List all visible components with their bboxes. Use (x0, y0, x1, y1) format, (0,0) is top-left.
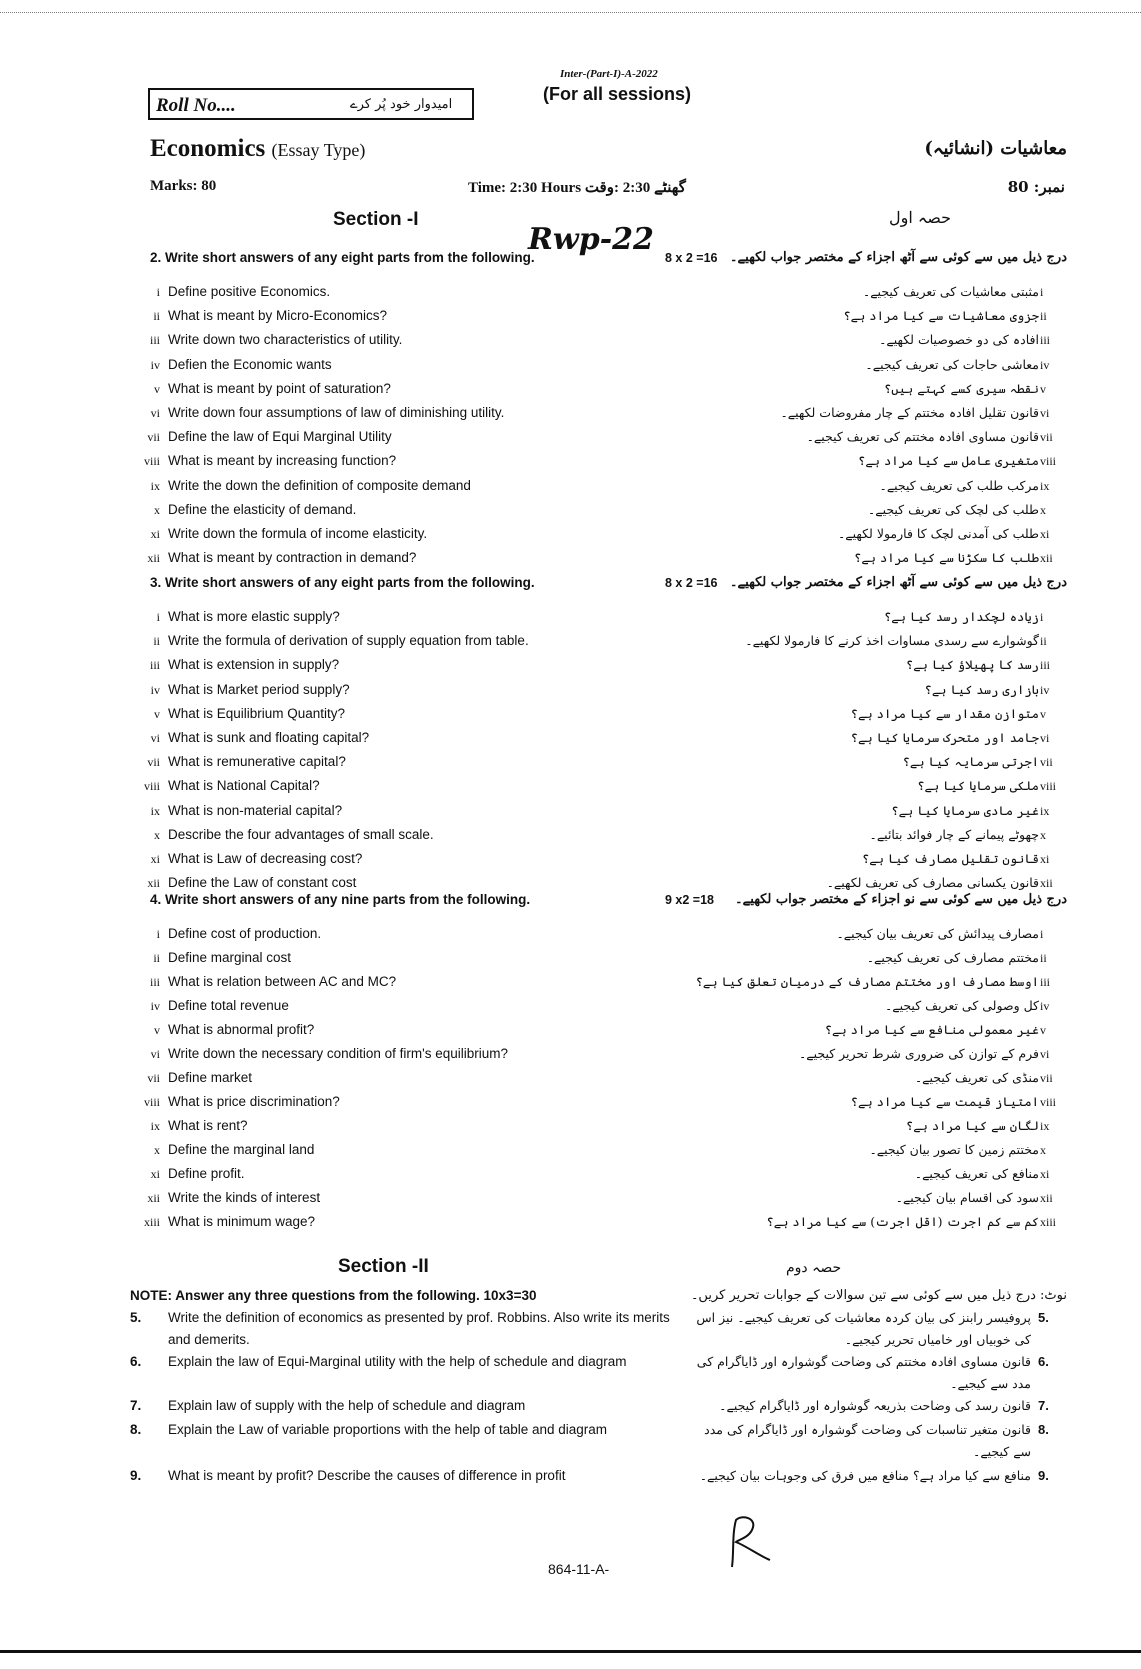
question-part: What is non-material capital? (168, 802, 343, 818)
part-number: xii (147, 876, 160, 891)
question-part: What is sunk and floating capital? (168, 730, 370, 745)
question-part-urdu: ملکی سرمایا کیا ہے؟ (917, 778, 1039, 794)
question-part-urdu: قانون تقلیل مصارف کیا ہے؟ (861, 851, 1039, 866)
question-part-urdu: غیر معمولی منافع سے کیا مراد ہے؟ (824, 1022, 1039, 1037)
part-number-urdu-side: iv (1040, 682, 1050, 697)
question-prompt: Write short answers of any eight parts from the following. (165, 575, 535, 590)
question-part: What is minimum wage? (168, 1214, 316, 1229)
part-number-urdu-side: iv (1040, 999, 1050, 1013)
part-number: xi (150, 852, 160, 866)
part-number-urdu-side: viii (1040, 1095, 1057, 1109)
question-part-urdu: امتیاز قیمت سے کیا مراد ہے؟ (850, 1094, 1039, 1109)
signature-mark (720, 1512, 780, 1572)
section-1-title-urdu: حصہ اول (888, 208, 951, 227)
question-part-urdu: طلب کی لچک کی تعریف کیجیے۔ (867, 501, 1039, 517)
part-number-urdu-side: ii (1040, 309, 1047, 324)
question-part: What is Equilibrium Quantity? (168, 705, 346, 721)
long-question-number: 7. (130, 1398, 142, 1413)
part-number: vii (147, 755, 160, 770)
question-part-urdu: بازاری رسد کیا ہے؟ (924, 681, 1039, 697)
question-part: What is National Capital? (168, 778, 320, 794)
part-number-urdu-side: vii (1040, 1071, 1053, 1085)
part-number: viii (143, 1095, 160, 1109)
part-number: ii (153, 634, 160, 649)
part-number-urdu-side: iii (1040, 658, 1051, 673)
part-number-urdu-side: viii (1040, 779, 1057, 794)
part-number: viii (143, 454, 160, 469)
question-part-urdu: متغیری عامل سے کیا مراد ہے؟ (858, 453, 1039, 469)
question-part-urdu: جامد اور متحرک سرمایا کیا ہے؟ (850, 730, 1039, 745)
part-number: xii (147, 1191, 160, 1205)
long-question-text: Explain law of supply with the help of schedule and diagram (168, 1398, 526, 1413)
question-part: Define the elasticity of demand. (168, 501, 357, 517)
question-prompt: Write short answers of any nine parts from the following. (165, 892, 531, 907)
subject-title-urdu: معاشیات (انشائیہ) (924, 138, 1067, 159)
question-part: Define profit. (168, 1166, 245, 1181)
long-question-number-urdu-side: 6. (1038, 1354, 1049, 1369)
question-part-urdu: منافع کی تعریف کیجیے۔ (914, 1166, 1039, 1181)
question-part: Write down the formula of income elasticity. (168, 526, 428, 541)
part-number-urdu-side: i (1040, 927, 1044, 941)
question-part: Defien the Economic wants (168, 356, 332, 372)
question-part-urdu: طلب کی آمدنی لچک کا فارمولا لکھیے۔ (837, 526, 1039, 541)
question-part: Define the marginal land (168, 1142, 315, 1157)
question-part: Write down four assumptions of law of diminishing utility. (168, 405, 505, 420)
long-question-text-urdu: قانون متغیر تناسبات کی وضاحت گوشوارہ اور ڈایاگرام کی مدد سے کیجیے۔ (704, 1422, 1031, 1459)
question-part-urdu: کل وصولی کی تعریف کیجیے۔ (884, 998, 1039, 1013)
question-part: Write the formula of derivation of supply equation from table. (168, 633, 529, 649)
part-number: iii (149, 333, 160, 348)
part-number: v (154, 1023, 160, 1037)
section-2-title-urdu: حصہ دوم (786, 1260, 842, 1276)
question-marks: 8 x 2 =16 (665, 251, 718, 265)
long-question-text: Explain the law of Equi-Marginal utility with the help of schedule and diagram (168, 1354, 627, 1369)
question-part: What is more elastic supply? (168, 609, 340, 624)
part-number: iii (149, 658, 160, 673)
part-number: iii (149, 975, 160, 989)
question-part: What is extension in supply? (168, 657, 340, 673)
question-part-urdu: متوازن مقدار سے کیا مراد ہے؟ (850, 705, 1039, 721)
part-number-urdu-side: iv (1040, 357, 1050, 372)
part-number-urdu-side: i (1040, 285, 1044, 299)
question-part-urdu: چھوٹے پیمانے کے چار فوائد بتائیے۔ (869, 826, 1039, 842)
question-part: Define positive Economics. (168, 284, 331, 299)
question-part-urdu: اجرتی سرمایہ کیا ہے؟ (902, 754, 1039, 770)
question-part-urdu: غیر مادی سرمایا کیا ہے؟ (891, 802, 1039, 818)
long-question-number: 6. (130, 1354, 142, 1369)
question-part: Define marginal cost (168, 950, 292, 965)
part-number-urdu-side: ii (1040, 951, 1047, 965)
question-part: What is price discrimination? (168, 1094, 340, 1109)
long-question-number-urdu-side: 8. (1038, 1422, 1049, 1437)
part-number-urdu-side: ix (1040, 1119, 1050, 1133)
roll-number-label: Roll No.... (156, 95, 236, 116)
question-part-urdu: زیادہ لچکدار رسد کیا ہے؟ (883, 609, 1039, 624)
part-number-urdu-side: xii (1040, 876, 1053, 891)
question-part-urdu: مختتم زمین کا تصور بیان کیجیے۔ (869, 1142, 1039, 1157)
question-part-urdu: قانون یکسانی مصارف کی تعریف لکھیے۔ (826, 875, 1039, 891)
question-part-urdu: فرم کے توازن کی ضروری شرط تحریر کیجیے۔ (798, 1046, 1039, 1061)
question-heading-urdu: درج ذیل میں سے کوئی سے نو اجزاء کے مختصر جواب لکھیے۔ (735, 892, 1067, 907)
part-number-urdu-side: ii (1040, 634, 1047, 649)
question-number: 2. (150, 250, 162, 265)
section-2-title: Section -II (338, 1256, 429, 1277)
question-part: Define the law of Equi Marginal Utility (168, 429, 392, 445)
question-part: What is meant by point of saturation? (168, 380, 391, 396)
part-number: ix (150, 803, 160, 818)
part-number-urdu-side: v (1040, 1023, 1046, 1037)
long-question-text-urdu: منافع سے کیا مراد ہے؟ منافع میں فرق کی وجوہات بیان کیجیے۔ (699, 1468, 1031, 1483)
long-question-text-urdu: پروفیسر رابنز کی بیان کردہ معاشیات کی تعریف کیجیے۔ نیز اس کی خوبیاں اور خامیاں تحریر کیجیے۔ (696, 1310, 1031, 1347)
part-number: x (154, 1143, 160, 1157)
long-question-number-urdu-side: 5. (1038, 1310, 1049, 1325)
question-part: Write down two characteristics of utility. (168, 332, 403, 348)
question-heading (150, 250, 535, 265)
question-part-urdu: قانون تقلیل افادہ مختتم کے چار مفروضات لکھیے۔ (780, 405, 1039, 420)
part-number-urdu-side: vi (1040, 1047, 1050, 1061)
part-number: i (156, 927, 160, 941)
section-1-title: Section -I (333, 209, 419, 230)
question-part: Define market (168, 1070, 253, 1085)
handwritten-mark: Rwp-22 (528, 222, 654, 257)
question-part-urdu: مصارف پیدائش کی تعریف بیان کیجیے۔ (836, 926, 1039, 941)
question-part-urdu: اوسط مصارف اور مختتم مصارف کے درمیان تعلق کیا ہے؟ (695, 974, 1039, 989)
paper-serial: 864-11-A- (548, 1561, 610, 1577)
question-part: What is relation between AC and MC? (168, 974, 397, 989)
part-number-urdu-side: xiii (1040, 1215, 1057, 1229)
question-heading (150, 892, 530, 907)
long-question-number: 5. (130, 1310, 142, 1325)
question-part-urdu: معاشی حاجات کی تعریف کیجیے۔ (865, 356, 1039, 372)
question-part: Write down the necessary condition of firm's equilibrium? (168, 1046, 508, 1061)
part-number-urdu-side: x (1040, 827, 1046, 842)
question-part: Write the kinds of interest (168, 1190, 321, 1205)
part-number-urdu-side: ix (1040, 478, 1050, 493)
question-part-urdu: قانون مساوی افادہ مختتم کی تعریف کیجیے۔ (806, 429, 1039, 445)
question-part: What is remunerative capital? (168, 754, 346, 770)
part-number-urdu-side: xii (1040, 551, 1053, 566)
part-number: v (154, 381, 160, 396)
part-number: xi (150, 527, 160, 541)
question-part: Describe the four advantages of small scale. (168, 826, 434, 842)
question-heading (150, 575, 535, 590)
long-question-text: What is meant by profit? Describe the causes of difference in profit (168, 1468, 566, 1483)
question-part: What is meant by Micro-Economics? (168, 308, 388, 324)
part-number: vi (150, 731, 160, 745)
part-number: vi (150, 1047, 160, 1061)
question-part: What is rent? (168, 1118, 248, 1133)
part-number: x (154, 502, 160, 517)
long-question-text: Explain the Law of variable proportions with the help of table and diagram (168, 1422, 608, 1437)
part-number: ix (150, 478, 160, 493)
question-heading-urdu: درج ذیل میں سے کوئی سے آٹھ اجزاء کے مختصر جواب لکھیے۔ (729, 575, 1067, 590)
subject-type: (Essay Type) (271, 140, 366, 160)
part-number-urdu-side: ix (1040, 803, 1050, 818)
part-number-urdu-side: xi (1040, 1167, 1050, 1181)
part-number: i (156, 285, 160, 299)
question-marks: 9 x2 =18 (665, 893, 715, 907)
question-part-urdu: طلب کا سکڑنا سے کیا مراد ہے؟ (854, 550, 1039, 566)
sessions-label: (For all sessions) (543, 84, 692, 104)
roll-number-urdu: امیدوار خود پُر کرے (350, 97, 453, 112)
part-number: viii (143, 779, 160, 794)
question-part: Write the down the definition of composite demand (168, 477, 471, 493)
part-number-urdu-side: vii (1040, 755, 1053, 770)
question-part-urdu: سود کی اقسام بیان کیجیے۔ (895, 1190, 1039, 1205)
part-number-urdu-side: i (1040, 610, 1044, 624)
question-part-urdu: گوشوارے سے رسدی مساوات اخذ کرنے کا فارمولا لکھیے۔ (745, 633, 1039, 649)
long-question-number: 9. (130, 1468, 142, 1483)
part-number: xii (147, 551, 160, 566)
part-number-urdu-side: vi (1040, 406, 1050, 420)
part-number-urdu-side: viii (1040, 454, 1057, 469)
question-part: Define total revenue (168, 998, 289, 1013)
question-part-urdu: نقطہ سیری کسے کہتے ہیں؟ (883, 380, 1039, 396)
long-question-number-urdu-side: 9. (1038, 1468, 1049, 1483)
part-number: ix (150, 1119, 160, 1133)
question-part: What is Market period supply? (168, 681, 350, 697)
part-number: iv (150, 357, 160, 372)
part-number: iv (150, 682, 160, 697)
part-number: ii (153, 309, 160, 324)
part-number-urdu-side: x (1040, 502, 1046, 517)
question-part-urdu: جزوی معاشیات سے کیا مراد ہے؟ (843, 308, 1039, 324)
question-heading-urdu: درج ذیل میں سے کوئی سے آٹھ اجزاء کے مختصر جواب لکھیے۔ (729, 250, 1067, 265)
question-part-urdu: افادہ کی دو خصوصیات لکھیے۔ (879, 332, 1039, 348)
question-part-urdu: رسد کا پھیلاؤ کیا ہے؟ (905, 657, 1039, 673)
part-number: i (156, 610, 160, 624)
question-prompt: Write short answers of any eight parts from the following. (165, 250, 535, 265)
part-number-urdu-side: xii (1040, 1191, 1053, 1205)
question-number: 4. (150, 892, 162, 907)
part-number: vi (150, 406, 160, 420)
subject-title: Economics (Essay Type) (150, 135, 366, 162)
long-question-text-urdu: قانون مساوی افادہ مختتم کی وضاحت گوشوارہ اور ڈایاگرام کی مدد سے کیجیے۔ (696, 1354, 1031, 1391)
part-number-urdu-side: vii (1040, 430, 1053, 445)
part-number: v (154, 706, 160, 721)
part-number-urdu-side: v (1040, 381, 1046, 396)
part-number-urdu-side: xi (1040, 852, 1050, 866)
question-part: What is Law of decreasing cost? (168, 851, 363, 866)
question-part: Define cost of production. (168, 926, 322, 941)
part-number-urdu-side: xi (1040, 527, 1050, 541)
scan-bottom-edge (0, 1650, 1141, 1653)
long-question-number: 8. (130, 1422, 142, 1437)
section-2-note-urdu: نوٹ: درج ذیل میں سے کوئی سے تین سوالات کے جوابات تحریر کریں۔ (690, 1288, 1067, 1303)
part-number: x (154, 827, 160, 842)
question-part-urdu: مختتم مصارف کی تعریف کیجیے۔ (866, 950, 1039, 965)
part-number: xiii (143, 1215, 160, 1229)
question-part: Define the Law of constant cost (168, 875, 357, 891)
question-part-urdu: مثبتی معاشیات کی تعریف کیجیے۔ (862, 284, 1039, 299)
scan-top-edge (0, 12, 1141, 13)
part-number-urdu-side: v (1040, 706, 1046, 721)
part-number-urdu-side: iii (1040, 333, 1051, 348)
question-part: What is meant by contraction in demand? (168, 550, 417, 566)
part-number-urdu-side: vi (1040, 731, 1050, 745)
part-number: xi (150, 1167, 160, 1181)
long-question-text: Write the definition of economics as presented by prof. Robbins. Also write its merits and demerits. (168, 1310, 670, 1347)
paper-code: Inter-(Part-I)-A-2022 (560, 68, 658, 80)
question-part-urdu: لگان سے کیا مراد ہے؟ (905, 1118, 1039, 1133)
question-part-urdu: مرکب طلب کی تعریف کیجیے۔ (879, 477, 1039, 493)
question-part: What is meant by increasing function? (168, 453, 397, 469)
long-question-number-urdu-side: 7. (1038, 1398, 1049, 1413)
part-number-urdu-side: x (1040, 1143, 1046, 1157)
exam-time: Time: 2:30 Hours گھنٹے 2:30 :وقت (468, 180, 686, 196)
section-2-note: NOTE: Answer any three questions from the following. 10x3=30 (130, 1288, 537, 1303)
part-number: iv (150, 999, 160, 1013)
total-marks-urdu: نمبر: 80 (1007, 178, 1065, 196)
part-number-urdu-side: iii (1040, 975, 1051, 989)
part-number: vii (147, 430, 160, 445)
part-number: ii (153, 951, 160, 965)
long-question-text-urdu: قانون رسد کی وضاحت بذریعہ گوشوارہ اور ڈایاگرام کیجیے۔ (719, 1398, 1031, 1413)
total-marks: Marks: 80 (150, 178, 217, 194)
question-part-urdu: منڈی کی تعریف کیجیے۔ (914, 1070, 1039, 1085)
question-marks: 8 x 2 =16 (665, 576, 718, 590)
question-part: What is abnormal profit? (168, 1022, 315, 1037)
question-number: 3. (150, 575, 162, 590)
question-part-urdu: کم سے کم اجرت (اقل اجرت) سے کیا مراد ہے؟ (766, 1214, 1039, 1229)
part-number: vii (147, 1071, 160, 1085)
